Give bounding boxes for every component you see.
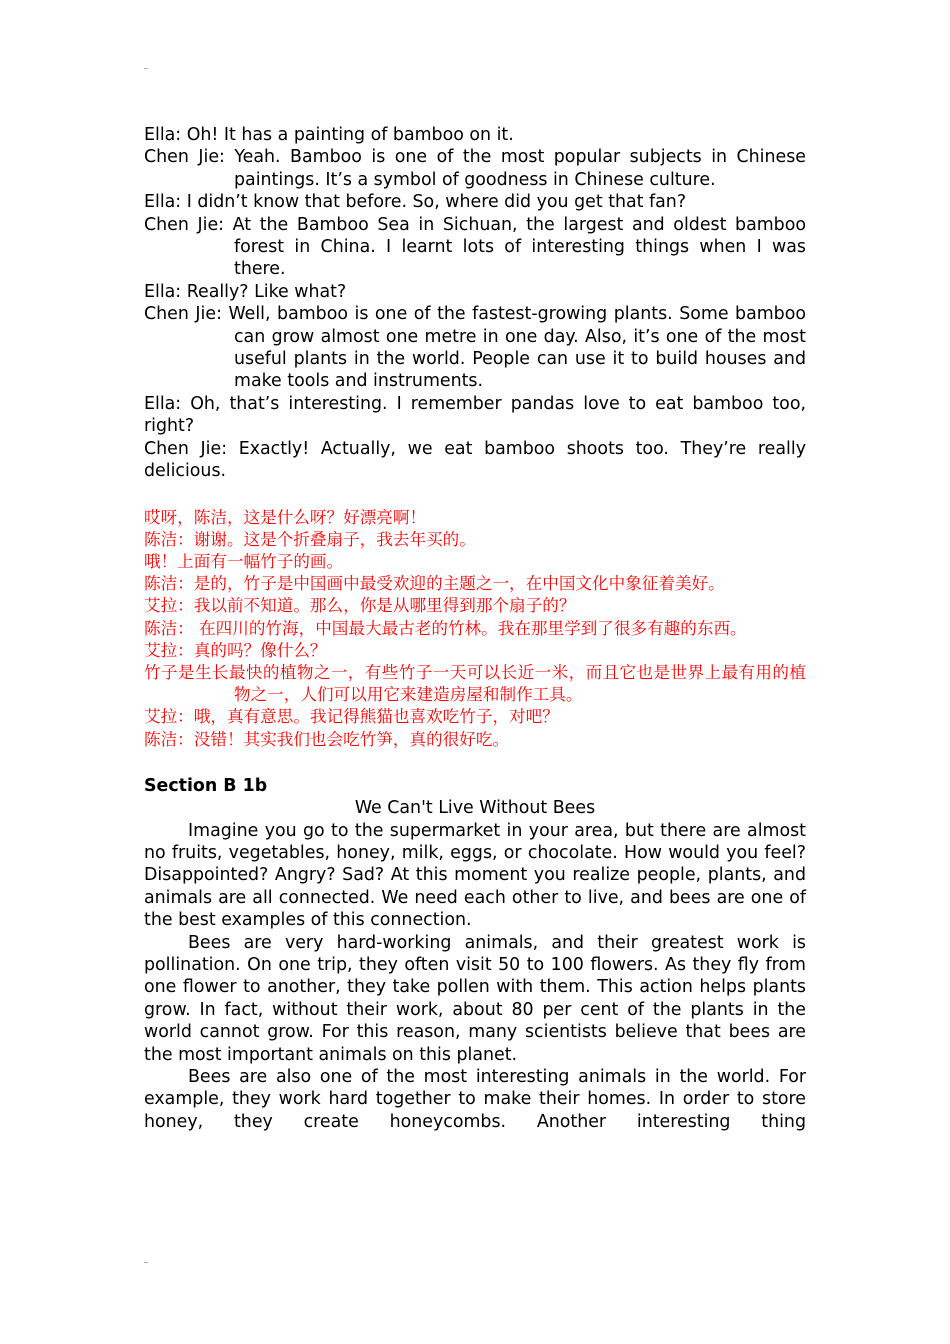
article-paragraph: Bees are also one of the most interesting animals in the world. For example, they work hard together to make their homes. In order to store honey, they create honeycombs. Another interesting thing — [144, 1067, 806, 1132]
dialogue-line: Ella: I didn’t know that before. So, where did you get that fan? — [144, 192, 687, 213]
translation-line: 艾拉：哦，真有意思。我记得熊猫也喜欢吃竹子，对吧？ — [144, 707, 559, 727]
bottom-corner-mark — [144, 1262, 148, 1263]
english-dialogue — [144, 124, 806, 483]
dialogue-line: Ella: Oh! It has a painting of bamboo on it. — [144, 125, 514, 145]
article-paragraph: Bees are very hard-working animals, and their greatest work is pollination. On one trip, they often visit 50 to 100 flowers. As they fly from one flower to another, they take pollen with them. This action helps plants grow. In fact, without their work, about 80 per cent of the plants in the world cannot grow. For this reason, many scientists believe that bees are the most important animals on this planet. — [144, 932, 806, 1065]
article-paragraph: Imagine you go to the supermarket in your area, but there are almost no fruits, vegetables, honey, milk, eggs, or chocolate. How would you feel? Disappointed? Angry? Sad? At this moment you realize people, plants, and animals are all connected. We need each other to live, and bees are one of the best examples of this connection. — [144, 820, 806, 931]
translation-line: 陈洁：谢谢。这是个折叠扇子，我去年买的。 — [144, 529, 476, 549]
page-content — [144, 124, 806, 1133]
translation-line: 哎呀，陈洁，这是什么呀？好漂亮啊！ — [144, 507, 427, 527]
article-title: We Can't Live Without Bees — [354, 798, 596, 819]
dialogue-line: Ella: Oh, that’s interesting. I remember pandas love to eat bamboo too, right? — [144, 393, 806, 437]
dialogue-line: Chen Jie: Exactly! Actually, we eat bamboo shoots too. They’re really delicious. — [144, 438, 806, 482]
dialogue-line: Chen Jie: At the Bamboo Sea in Sichuan, the largest and oldest bamboo forest in China. I learnt lots of interesting things when I was there. — [144, 214, 806, 280]
translation-line: 陈洁： 在四川的竹海，中国最大最古老的竹林。我在那里学到了很多有趣的东西。 — [144, 618, 747, 638]
top-corner-mark — [144, 68, 148, 69]
translation-line: 哦！上面有一幅竹子的画。 — [144, 551, 344, 571]
section-heading: Section B 1b — [144, 775, 268, 796]
dialogue-line: Chen Jie: Well, bamboo is one of the fastest-growing plants. Some bamboo can grow almost one metre in one day. Also, it’s one of the most useful plants in the world. People can use it to build houses and make tools and instruments. — [144, 304, 806, 392]
chinese-translation — [144, 507, 806, 751]
dialogue-line: Ella: Really? Like what? — [144, 281, 347, 302]
translation-line: 陈洁：没错！其实我们也会吃竹笋，真的很好吃。 — [144, 729, 510, 749]
translation-line: 竹子是生长最快的植物之一，有些竹子一天可以长近一米，而且它也是世界上最有用的植物之一，人们可以用它来建造房屋和制作工具。 — [144, 662, 806, 705]
translation-line: 艾拉：我以前不知道。那么，你是从哪里得到那个扇子的？ — [144, 596, 576, 616]
translation-line: 艾拉：真的吗？像什么？ — [144, 640, 327, 660]
dialogue-line: Chen Jie: Yeah. Bamboo is one of the most popular subjects in Chinese paintings. It’s a symbol of goodness in Chinese culture. — [144, 147, 806, 190]
translation-line: 陈洁：是的，竹子是中国画中最受欢迎的主题之一，在中国文化中象征着美好。 — [144, 574, 725, 594]
